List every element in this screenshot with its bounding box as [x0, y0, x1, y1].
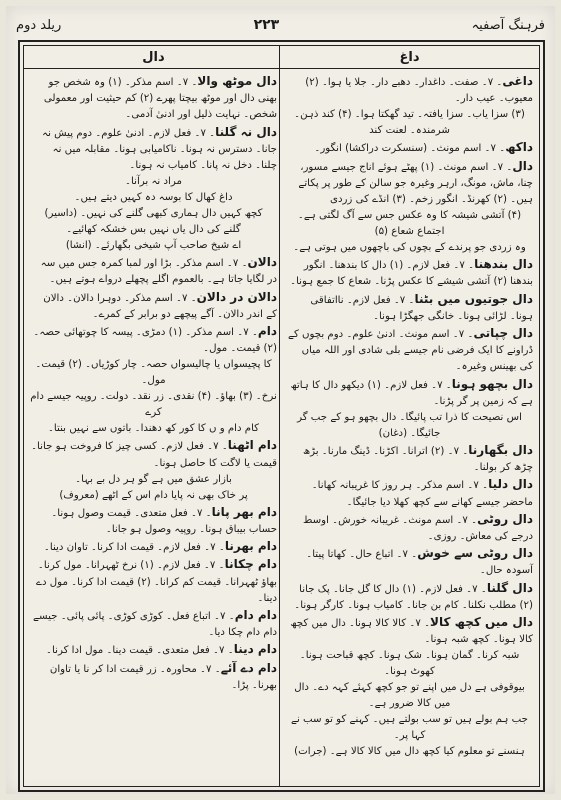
- example-verse: [30, 222, 277, 238]
- entry-text: ۔ ۷۔ فعل لازم۔ کسی چیز کا فروخت ہو جانا۔ قیمت یا لاگت کا حاصل ہونا۔: [31, 441, 277, 469]
- entry-headword: دال گلنا: [486, 580, 533, 595]
- entry-text: نرخ۔ (۳) بھاؤ۔ (۴) نقدی۔ زر نقد۔ دولت۔ روپیہ جیسے دام کرے: [30, 391, 277, 419]
- example-verse: [286, 680, 533, 712]
- entry-text: بیوقوفی ہے دل میں اپنے تو جو کچھ کہئے کہہ دے۔ دال میں کالا ضرور ہے۔: [294, 682, 525, 710]
- entry-headword: دال جوتیوں میں بٹنا: [414, 291, 533, 306]
- dictionary-entry: [286, 325, 533, 376]
- entry-headword: دام دے آئے: [220, 660, 277, 675]
- entry-text: جب ہم بولے ہیں تو سب بولتے ہیں۔ کہنے کو تو سب نے کہا پر۔: [291, 714, 528, 742]
- entry-text: کا پچیسواں یا چالیسواں حصہ۔ چار کوڑیاں۔ (۲) قیمت۔ مول۔: [35, 359, 272, 387]
- dictionary-entry: [286, 139, 533, 157]
- entry-headword: دام: [257, 324, 277, 339]
- entry-text: کام دام و ں کا کور کھ دھندا۔ باتوں سے نہیں بنتا۔: [47, 423, 260, 435]
- page-header: [16, 14, 545, 36]
- entry-text: اس نصیحت کا ذرا تب پائیگا۔ دال بچھو ہو کے جب گر جائیگا۔ (دغان): [297, 412, 522, 440]
- entry-text: مراد نہ برآنا۔: [125, 176, 182, 188]
- dictionary-entry: [286, 376, 533, 410]
- entry-text: ۔ ۷۔ اسم مونث۔ (سنسکرت دراکشا) انگور۔: [314, 143, 506, 155]
- dictionary-entry: [286, 580, 533, 614]
- entry-text: ۔ ۷۔ (۲) اترانا۔ اکڑنا۔ ڈینگ مارنا۔ بڑھ چڑھ کر بولنا۔: [302, 446, 533, 474]
- entry-text: ۔ ۷۔ اسم مذکر۔ دوہرا دالان۔ دالان کے اندر دالان۔ آگے پیچھے دو برابر کے کمرے۔: [43, 292, 277, 320]
- entry-text: ۔ ۷۔ فعل لازم۔ ادنیٰ علوم۔ دوم پیش نہ جانا۔ دسترس نہ ہونا۔ ناکامیابی ہونا۔ مقابلہ میں نہ چلنا۔ دخل نہ پانا۔ کامیاب نہ ہونا۔: [42, 127, 277, 172]
- entry-text: ۔ ۷۔ اتباع حال۔ کھاتا پیتا۔ آسودہ حال۔: [306, 549, 533, 577]
- entry-headword: دال دلیا: [488, 477, 533, 492]
- entry-headword: دال چپاتی: [473, 326, 533, 341]
- entry-text: اے شیخ صاحب آپ شیخی بگھارئے۔ (انشا): [65, 240, 242, 252]
- entry-headword: دال: [512, 158, 533, 173]
- entry-text: ۔ ۷۔ فعل متعدی۔ قیمت وصول ہونا۔ حساب بیباق ہونا۔ روپیہ وصول ہو جانا۔: [51, 507, 277, 536]
- page-frame-inner: [23, 45, 540, 787]
- dictionary-entry: [30, 254, 277, 288]
- entry-text: داغ کھال کا بوسہ دہ کہیں دیتے ہیں۔: [74, 192, 233, 204]
- entry-headword: دال موٹھ والا: [197, 74, 277, 88]
- header-right-title: فرہنگ آصفیہ: [471, 17, 545, 33]
- dictionary-entry: [30, 556, 277, 607]
- right-column-heading: داغ: [280, 48, 539, 69]
- entry-headword: دال روٹی سے خوش: [417, 546, 533, 561]
- entry-text: ۔ ۷۔ محاورہ۔ زر قیمت ادا کر نا یا تاوان بھرنا۔ پڑا۔: [49, 663, 277, 691]
- entry-text: وہ زردی جو پرندے کے بچوں کی باچھوں میں ہوتی ہے۔: [293, 242, 526, 254]
- example-verse: [30, 190, 277, 206]
- example-verse: [30, 472, 277, 488]
- example-verse: [30, 206, 277, 222]
- entry-headword: دام بھرنا: [224, 539, 277, 554]
- entry-text: ۔ ۷۔ فعل لازم۔ (۱) دال کا بندھنا۔ انگور بندھنا (۲) آتشی شیشے کا عکس پڑنا۔ شعاع کا جمع ہونا۔: [290, 260, 533, 288]
- dictionary-page: [6, 6, 555, 794]
- entry-text: ۔ ۷۔ فعل لازم۔ (۱) نرخ ٹھہرانا۔ مول کرنا۔ بھاؤ ٹھہرانا۔ قیمت کم کرانا۔ (۲) قیمت ادا کرنا۔ مول دے دینا۔: [36, 560, 277, 604]
- entry-headword: دال روٹی: [477, 511, 533, 526]
- entry-headword: دام چکانا: [224, 557, 277, 572]
- dictionary-entry: [286, 256, 533, 290]
- dictionary-entry: [30, 437, 277, 471]
- entry-text: گلنے کی دال یاں نہیں بس خشکہ کھائیے۔: [66, 224, 241, 236]
- example-verse: [30, 389, 277, 421]
- page-number: ۲۲۳: [253, 17, 280, 33]
- entry-text: بازار عشق میں ہے گو ہر دل بے بہا۔: [75, 473, 232, 485]
- example-verse: [286, 208, 533, 240]
- entry-headword: دال بگھارنا: [468, 443, 533, 458]
- dictionary-entry: [286, 511, 533, 545]
- entry-text: ۔ ۷۔ اسم مونث۔ غریبانہ خورش۔ اوسط درجے کی معاش۔ روزی۔: [302, 514, 533, 543]
- dictionary-entry: [286, 442, 533, 476]
- dictionary-entry: [30, 660, 277, 694]
- example-verse: [286, 410, 533, 442]
- right-column: [279, 46, 539, 786]
- entry-headword: داغی: [502, 74, 533, 88]
- example-verse: [30, 238, 277, 254]
- dictionary-entry: [286, 476, 533, 510]
- dictionary-entry: [286, 73, 533, 107]
- entry-text: ۔ ۷۔ کالا کالا ہونا۔ دال میں کچھ کالا ہونا۔ کچھ شبہ ہونا۔: [290, 618, 533, 646]
- entry-text: کچھ کہیں دال ہماری کبھی گلنے کی نہیں۔ (داسیر): [44, 208, 263, 220]
- example-verse: [30, 421, 277, 437]
- dictionary-entry: [30, 504, 277, 538]
- example-verse: [286, 744, 533, 760]
- entry-text: ۔ ۷۔ اسم مذکر۔ (۱) وہ شخص جو بھنی دال اور موٹھ بیچتا پھرے (۲) کم حیثیت اور معمولی شخص۔ نہایت ذلیل اور ادنیٰ آدمی۔: [43, 77, 277, 121]
- dictionary-entry: [30, 538, 277, 556]
- entry-headword: دال نہ گلنا: [215, 124, 277, 139]
- entry-text: ۔ ۷۔ اسم مذکر۔ بڑا اور لمبا کمرہ جس میں سہ در لگایا جاتا ہے۔ بالعموم اگلے پچھلے درواے ہوتے ہیں۔: [40, 258, 277, 286]
- dictionary-entry: [30, 607, 277, 641]
- example-verse: [286, 107, 533, 139]
- dictionary-entry: [30, 289, 277, 323]
- entry-headword: دام دام: [234, 608, 277, 623]
- entry-headword: دال بندھنا: [474, 257, 533, 272]
- example-verse: [286, 240, 533, 256]
- entry-headword: دالان در دالان: [196, 289, 277, 304]
- example-verse: [30, 488, 277, 504]
- dictionary-entry: [30, 641, 277, 659]
- entry-text: ۔ ۷۔ فعل لازم۔ قیمت ادا کرنا۔ تاوان دینا۔: [43, 542, 225, 554]
- entry-text: ۔ ۷۔ صفت۔ داغدار۔ دھبے دار۔ جلا یا ہوا۔ (۲) معیوب۔ عیب دار۔: [305, 77, 533, 105]
- example-verse: [286, 648, 533, 680]
- example-verse: [286, 712, 533, 744]
- dictionary-entry: [286, 545, 533, 579]
- entry-text: ۔ ۷۔ اسم مونث۔ ادنیٰ علوم۔ دوم بچوں کے ڈراونے کا ایک فرضی نام جیسے بلی شادی اور اللہ میاں کی بھینس وغیرہ۔: [287, 329, 533, 373]
- entry-text: ۔ ۷۔ اسم مذکر۔ (۱) دمڑی۔ پیسہ کا چوتھائی حصہ۔ (۲) قیمت۔ مول۔: [33, 327, 277, 355]
- entry-text: شبہ کرنا۔ گمان ہونا۔ شک ہونا۔ کچھ قباحت ہونا۔ کھوٹ ہونا۔: [299, 650, 520, 678]
- entry-text: ۔ ۷۔ فعل لازم۔ (۱) دیکھو دال کا ہاتھ ہے کہ زمین پر گر پڑنا۔: [290, 379, 533, 407]
- entry-text: پر خاک بھی نہ پایا دام اس کے اٹھے (معروف): [59, 489, 248, 501]
- entry-headword: دال بچھو ہونا: [451, 376, 533, 391]
- example-verse: [30, 357, 277, 389]
- entry-text: (۴) آتشی شیشہ کا وہ عکس جس سے آگ لگتی ہے۔ اجتماع شعاع (۵): [297, 210, 522, 238]
- header-left-title: ریلد دوم: [16, 17, 62, 33]
- entry-text: ۔ ۷۔ فعل لازم۔ نااتفاقی ہونا۔ لڑائی ہونا۔ خانگی جھگڑا ہونا۔: [310, 294, 533, 322]
- entry-headword: داکھ: [505, 140, 533, 155]
- entry-text: ۔ ۷۔ اسم مونث۔ (۱) پھٹے ہوئے اناج جیسے مسور، چنا، ماش، مونگ، ارہر وغیرہ جو سالن کے طور پر پکاتے ہیں۔ (۲) کھرنڈ۔ انگور زخم۔ (۳) انڈے کی زردی: [298, 161, 533, 206]
- entry-headword: دام بھر پانا: [211, 504, 277, 519]
- page-frame: [18, 40, 545, 792]
- entry-headword: دام اٹھنا: [227, 438, 277, 453]
- entry-text: ۔ ۷۔ فعل لازم۔ (۱) دال کا گل جانا۔ پک جانا (۲) مطلب نکلنا۔ کام بن جانا۔ کامیاب ہونا۔ کارگر ہونا۔: [294, 583, 533, 611]
- left-column-heading: دال: [24, 48, 283, 69]
- dictionary-entry: [30, 73, 277, 124]
- dictionary-entry: [30, 124, 277, 175]
- entry-headword: دال میں کچھ کالا: [430, 615, 533, 630]
- entry-headword: دالان: [247, 255, 277, 270]
- dictionary-entry: [286, 614, 533, 648]
- dictionary-entry: [286, 158, 533, 209]
- entry-text: (۳) سزا یاب۔ سزا یافتہ۔ تید گھکتا ہوا۔ (۴) کند ذہن۔ شرمندہ۔ لعنت کند: [294, 109, 525, 137]
- dictionary-entry: [30, 323, 277, 357]
- dictionary-entry: [286, 291, 533, 325]
- entry-text: ۔ ۷۔ فعل متعدی۔ قیمت دینا۔ مول ادا کرنا۔: [46, 645, 234, 657]
- entry-text: ہنسنے تو معلوم کیا کچھ دال میں کالا کالا ہے۔ (جرات): [294, 746, 525, 758]
- entry-text: ۔ ۷۔ اسم مذکر۔ ہر روز کا غریبانہ کھانا۔ ماحضر جیسے کھانے سے کچھ کھلا دیا جائیگا۔: [311, 480, 533, 508]
- entry-headword: دام دینا: [233, 642, 277, 657]
- entry-text: ۔ ۷۔ اتباع فعل۔ کوڑی کوڑی۔ پائی پائی۔ جیسے دام دام چکا دیا۔: [33, 611, 277, 639]
- example-verse: [30, 174, 277, 190]
- left-column: [24, 46, 283, 786]
